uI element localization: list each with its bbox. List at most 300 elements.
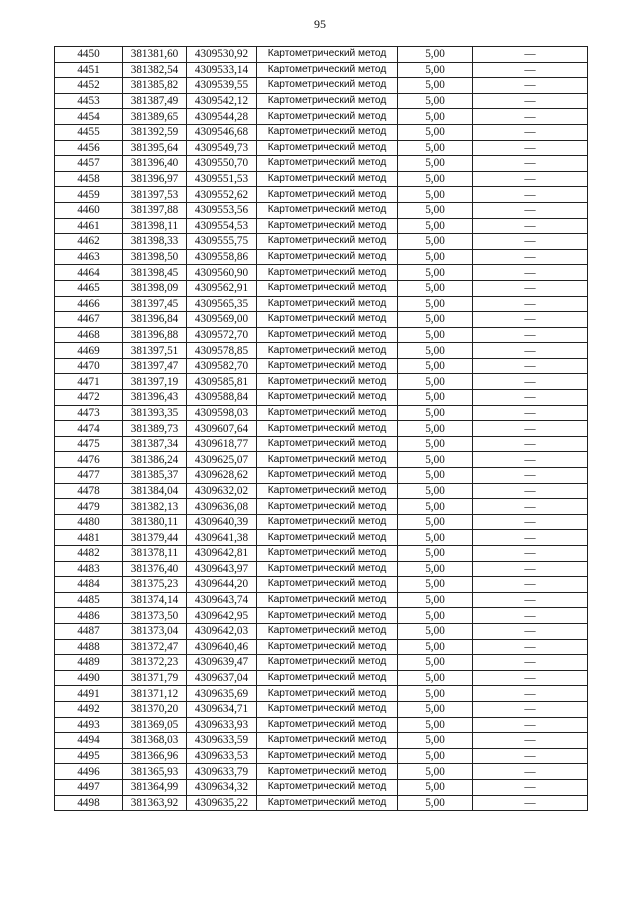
- description-cell: —: [473, 608, 588, 624]
- table-row: [55, 343, 588, 359]
- y-coordinate-cell: 4309565,35: [187, 296, 257, 312]
- accuracy-cell: 5,00: [398, 358, 473, 374]
- y-coordinate-cell: 4309533,14: [187, 62, 257, 78]
- x-coordinate-cell: 381398,50: [123, 249, 187, 265]
- table-row: [55, 530, 588, 546]
- y-coordinate-cell: 4309539,55: [187, 78, 257, 94]
- point-number-cell: 4457: [55, 156, 123, 172]
- accuracy-cell: 5,00: [398, 390, 473, 406]
- y-coordinate-cell: 4309569,00: [187, 312, 257, 328]
- method-cell: Картометрический метод: [257, 717, 398, 733]
- point-number-cell: 4455: [55, 124, 123, 140]
- table-row: [55, 47, 588, 63]
- y-coordinate-cell: 4309625,07: [187, 452, 257, 468]
- y-coordinate-cell: 4309634,32: [187, 779, 257, 795]
- method-cell: Картометрический метод: [257, 218, 398, 234]
- point-number-cell: 4461: [55, 218, 123, 234]
- y-coordinate-cell: 4309640,39: [187, 514, 257, 530]
- accuracy-cell: 5,00: [398, 764, 473, 780]
- method-cell: Картометрический метод: [257, 686, 398, 702]
- description-cell: —: [473, 421, 588, 437]
- accuracy-cell: 5,00: [398, 343, 473, 359]
- description-cell: —: [473, 234, 588, 250]
- description-cell: —: [473, 530, 588, 546]
- y-coordinate-cell: 4309560,90: [187, 265, 257, 281]
- x-coordinate-cell: 381396,88: [123, 327, 187, 343]
- x-coordinate-cell: 381371,12: [123, 686, 187, 702]
- description-cell: —: [473, 78, 588, 94]
- x-coordinate-cell: 381385,82: [123, 78, 187, 94]
- point-number-cell: 4470: [55, 358, 123, 374]
- point-number-cell: 4478: [55, 483, 123, 499]
- table-row: [55, 374, 588, 390]
- description-cell: —: [473, 779, 588, 795]
- accuracy-cell: 5,00: [398, 93, 473, 109]
- point-number-cell: 4465: [55, 280, 123, 296]
- y-coordinate-cell: 4309642,03: [187, 623, 257, 639]
- point-number-cell: 4480: [55, 514, 123, 530]
- method-cell: Картометрический метод: [257, 109, 398, 125]
- description-cell: —: [473, 764, 588, 780]
- description-cell: —: [473, 623, 588, 639]
- accuracy-cell: 5,00: [398, 405, 473, 421]
- x-coordinate-cell: 381398,09: [123, 280, 187, 296]
- x-coordinate-cell: 381370,20: [123, 701, 187, 717]
- method-cell: Картометрический метод: [257, 265, 398, 281]
- method-cell: Картометрический метод: [257, 546, 398, 562]
- point-number-cell: 4472: [55, 390, 123, 406]
- table-row: [55, 670, 588, 686]
- method-cell: Картометрический метод: [257, 436, 398, 452]
- point-number-cell: 4476: [55, 452, 123, 468]
- description-cell: —: [473, 280, 588, 296]
- method-cell: Картометрический метод: [257, 623, 398, 639]
- method-cell: Картометрический метод: [257, 140, 398, 156]
- table-row: [55, 686, 588, 702]
- x-coordinate-cell: 381363,92: [123, 795, 187, 811]
- point-number-cell: 4456: [55, 140, 123, 156]
- accuracy-cell: 5,00: [398, 748, 473, 764]
- point-number-cell: 4463: [55, 249, 123, 265]
- table-row: [55, 187, 588, 203]
- point-number-cell: 4479: [55, 499, 123, 515]
- description-cell: —: [473, 795, 588, 811]
- x-coordinate-cell: 381397,47: [123, 358, 187, 374]
- accuracy-cell: 5,00: [398, 109, 473, 125]
- description-cell: —: [473, 249, 588, 265]
- table-row: [55, 717, 588, 733]
- table-row: [55, 78, 588, 94]
- y-coordinate-cell: 4309639,47: [187, 655, 257, 671]
- table-row: [55, 514, 588, 530]
- description-cell: —: [473, 312, 588, 328]
- method-cell: Картометрический метод: [257, 421, 398, 437]
- table-row: [55, 124, 588, 140]
- accuracy-cell: 5,00: [398, 452, 473, 468]
- x-coordinate-cell: 381397,19: [123, 374, 187, 390]
- table-row: [55, 156, 588, 172]
- table-row: [55, 546, 588, 562]
- method-cell: Картометрический метод: [257, 530, 398, 546]
- point-number-cell: 4498: [55, 795, 123, 811]
- description-cell: —: [473, 748, 588, 764]
- accuracy-cell: 5,00: [398, 156, 473, 172]
- table-row: [55, 764, 588, 780]
- accuracy-cell: 5,00: [398, 717, 473, 733]
- accuracy-cell: 5,00: [398, 47, 473, 63]
- y-coordinate-cell: 4309554,53: [187, 218, 257, 234]
- x-coordinate-cell: 381397,53: [123, 187, 187, 203]
- x-coordinate-cell: 381384,04: [123, 483, 187, 499]
- method-cell: Картометрический метод: [257, 171, 398, 187]
- method-cell: Картометрический метод: [257, 655, 398, 671]
- y-coordinate-cell: 4309552,62: [187, 187, 257, 203]
- description-cell: —: [473, 592, 588, 608]
- accuracy-cell: 5,00: [398, 514, 473, 530]
- point-number-cell: 4462: [55, 234, 123, 250]
- point-number-cell: 4451: [55, 62, 123, 78]
- x-coordinate-cell: 381387,49: [123, 93, 187, 109]
- description-cell: —: [473, 187, 588, 203]
- description-cell: —: [473, 452, 588, 468]
- method-cell: Картометрический метод: [257, 483, 398, 499]
- method-cell: Картометрический метод: [257, 779, 398, 795]
- x-coordinate-cell: 381396,43: [123, 390, 187, 406]
- description-cell: —: [473, 670, 588, 686]
- point-number-cell: 4474: [55, 421, 123, 437]
- accuracy-cell: 5,00: [398, 421, 473, 437]
- method-cell: Картометрический метод: [257, 670, 398, 686]
- description-cell: —: [473, 265, 588, 281]
- table-row: [55, 748, 588, 764]
- point-number-cell: 4453: [55, 93, 123, 109]
- point-number-cell: 4488: [55, 639, 123, 655]
- table-row: [55, 499, 588, 515]
- table-row: [55, 623, 588, 639]
- table-row: [55, 218, 588, 234]
- table-row: [55, 421, 588, 437]
- accuracy-cell: 5,00: [398, 249, 473, 265]
- y-coordinate-cell: 4309530,92: [187, 47, 257, 63]
- description-cell: —: [473, 374, 588, 390]
- method-cell: Картометрический метод: [257, 62, 398, 78]
- method-cell: Картометрический метод: [257, 468, 398, 484]
- x-coordinate-cell: 381386,24: [123, 452, 187, 468]
- accuracy-cell: 5,00: [398, 779, 473, 795]
- x-coordinate-cell: 381395,64: [123, 140, 187, 156]
- point-number-cell: 4458: [55, 171, 123, 187]
- accuracy-cell: 5,00: [398, 202, 473, 218]
- description-cell: —: [473, 733, 588, 749]
- description-cell: —: [473, 717, 588, 733]
- accuracy-cell: 5,00: [398, 499, 473, 515]
- description-cell: —: [473, 390, 588, 406]
- table-row: [55, 405, 588, 421]
- method-cell: Картометрический метод: [257, 327, 398, 343]
- method-cell: Картометрический метод: [257, 202, 398, 218]
- point-number-cell: 4464: [55, 265, 123, 281]
- table-row: [55, 779, 588, 795]
- point-number-cell: 4486: [55, 608, 123, 624]
- y-coordinate-cell: 4309637,04: [187, 670, 257, 686]
- y-coordinate-cell: 4309582,70: [187, 358, 257, 374]
- x-coordinate-cell: 381365,93: [123, 764, 187, 780]
- coordinates-table-body: [55, 47, 588, 811]
- point-number-cell: 4467: [55, 312, 123, 328]
- x-coordinate-cell: 381396,84: [123, 312, 187, 328]
- table-row: [55, 483, 588, 499]
- description-cell: —: [473, 327, 588, 343]
- x-coordinate-cell: 381371,79: [123, 670, 187, 686]
- y-coordinate-cell: 4309641,38: [187, 530, 257, 546]
- accuracy-cell: 5,00: [398, 374, 473, 390]
- accuracy-cell: 5,00: [398, 670, 473, 686]
- point-number-cell: 4492: [55, 701, 123, 717]
- page-number: 95: [314, 17, 326, 31]
- x-coordinate-cell: 381398,11: [123, 218, 187, 234]
- description-cell: —: [473, 296, 588, 312]
- method-cell: Картометрический метод: [257, 358, 398, 374]
- description-cell: —: [473, 218, 588, 234]
- point-number-cell: 4473: [55, 405, 123, 421]
- accuracy-cell: 5,00: [398, 140, 473, 156]
- y-coordinate-cell: 4309553,56: [187, 202, 257, 218]
- y-coordinate-cell: 4309643,74: [187, 592, 257, 608]
- point-number-cell: 4452: [55, 78, 123, 94]
- accuracy-cell: 5,00: [398, 608, 473, 624]
- point-number-cell: 4469: [55, 343, 123, 359]
- table-row: [55, 390, 588, 406]
- accuracy-cell: 5,00: [398, 124, 473, 140]
- accuracy-cell: 5,00: [398, 733, 473, 749]
- accuracy-cell: 5,00: [398, 218, 473, 234]
- description-cell: —: [473, 171, 588, 187]
- y-coordinate-cell: 4309644,20: [187, 577, 257, 593]
- table-row: [55, 592, 588, 608]
- method-cell: Картометрический метод: [257, 156, 398, 172]
- point-number-cell: 4491: [55, 686, 123, 702]
- accuracy-cell: 5,00: [398, 280, 473, 296]
- y-coordinate-cell: 4309642,81: [187, 546, 257, 562]
- x-coordinate-cell: 381372,23: [123, 655, 187, 671]
- y-coordinate-cell: 4309640,46: [187, 639, 257, 655]
- point-number-cell: 4495: [55, 748, 123, 764]
- accuracy-cell: 5,00: [398, 530, 473, 546]
- x-coordinate-cell: 381397,88: [123, 202, 187, 218]
- y-coordinate-cell: 4309555,75: [187, 234, 257, 250]
- description-cell: —: [473, 109, 588, 125]
- table-row: [55, 655, 588, 671]
- accuracy-cell: 5,00: [398, 655, 473, 671]
- x-coordinate-cell: 381389,65: [123, 109, 187, 125]
- x-coordinate-cell: 381364,99: [123, 779, 187, 795]
- method-cell: Картометрический метод: [257, 608, 398, 624]
- table-row: [55, 468, 588, 484]
- x-coordinate-cell: 381396,40: [123, 156, 187, 172]
- description-cell: —: [473, 405, 588, 421]
- description-cell: —: [473, 655, 588, 671]
- x-coordinate-cell: 381382,13: [123, 499, 187, 515]
- y-coordinate-cell: 4309546,68: [187, 124, 257, 140]
- x-coordinate-cell: 381385,37: [123, 468, 187, 484]
- y-coordinate-cell: 4309572,70: [187, 327, 257, 343]
- method-cell: Картометрический метод: [257, 249, 398, 265]
- y-coordinate-cell: 4309635,69: [187, 686, 257, 702]
- y-coordinate-cell: 4309542,12: [187, 93, 257, 109]
- y-coordinate-cell: 4309588,84: [187, 390, 257, 406]
- method-cell: Картометрический метод: [257, 577, 398, 593]
- x-coordinate-cell: 381378,11: [123, 546, 187, 562]
- x-coordinate-cell: 381368,03: [123, 733, 187, 749]
- x-coordinate-cell: 381369,05: [123, 717, 187, 733]
- description-cell: —: [473, 468, 588, 484]
- x-coordinate-cell: 381392,59: [123, 124, 187, 140]
- description-cell: —: [473, 47, 588, 63]
- table-row: [55, 577, 588, 593]
- point-number-cell: 4496: [55, 764, 123, 780]
- table-row: [55, 62, 588, 78]
- description-cell: —: [473, 202, 588, 218]
- x-coordinate-cell: 381372,47: [123, 639, 187, 655]
- coordinates-table: [54, 46, 588, 811]
- method-cell: Картометрический метод: [257, 280, 398, 296]
- point-number-cell: 4489: [55, 655, 123, 671]
- accuracy-cell: 5,00: [398, 468, 473, 484]
- point-number-cell: 4483: [55, 561, 123, 577]
- accuracy-cell: 5,00: [398, 436, 473, 452]
- method-cell: Картометрический метод: [257, 561, 398, 577]
- method-cell: Картометрический метод: [257, 47, 398, 63]
- table-row: [55, 109, 588, 125]
- description-cell: —: [473, 156, 588, 172]
- table-row: [55, 436, 588, 452]
- x-coordinate-cell: 381397,51: [123, 343, 187, 359]
- method-cell: Картометрический метод: [257, 514, 398, 530]
- accuracy-cell: 5,00: [398, 327, 473, 343]
- accuracy-cell: 5,00: [398, 171, 473, 187]
- point-number-cell: 4471: [55, 374, 123, 390]
- point-number-cell: 4475: [55, 436, 123, 452]
- y-coordinate-cell: 4309632,02: [187, 483, 257, 499]
- method-cell: Картометрический метод: [257, 795, 398, 811]
- description-cell: —: [473, 358, 588, 374]
- point-number-cell: 4497: [55, 779, 123, 795]
- description-cell: —: [473, 93, 588, 109]
- method-cell: Картометрический метод: [257, 390, 398, 406]
- table-row: [55, 202, 588, 218]
- method-cell: Картометрический метод: [257, 312, 398, 328]
- accuracy-cell: 5,00: [398, 686, 473, 702]
- point-number-cell: 4477: [55, 468, 123, 484]
- description-cell: —: [473, 639, 588, 655]
- x-coordinate-cell: 381393,35: [123, 405, 187, 421]
- x-coordinate-cell: 381387,34: [123, 436, 187, 452]
- description-cell: —: [473, 686, 588, 702]
- y-coordinate-cell: 4309578,85: [187, 343, 257, 359]
- description-cell: —: [473, 499, 588, 515]
- table-row: [55, 358, 588, 374]
- description-cell: —: [473, 483, 588, 499]
- accuracy-cell: 5,00: [398, 546, 473, 562]
- y-coordinate-cell: 4309618,77: [187, 436, 257, 452]
- description-cell: —: [473, 701, 588, 717]
- y-coordinate-cell: 4309558,86: [187, 249, 257, 265]
- point-number-cell: 4493: [55, 717, 123, 733]
- x-coordinate-cell: 381374,14: [123, 592, 187, 608]
- x-coordinate-cell: 381373,50: [123, 608, 187, 624]
- method-cell: Картометрический метод: [257, 748, 398, 764]
- point-number-cell: 4490: [55, 670, 123, 686]
- table-row: [55, 452, 588, 468]
- description-cell: —: [473, 561, 588, 577]
- accuracy-cell: 5,00: [398, 577, 473, 593]
- x-coordinate-cell: 381398,45: [123, 265, 187, 281]
- y-coordinate-cell: 4309607,64: [187, 421, 257, 437]
- method-cell: Картометрический метод: [257, 187, 398, 203]
- y-coordinate-cell: 4309598,03: [187, 405, 257, 421]
- x-coordinate-cell: 381379,44: [123, 530, 187, 546]
- table-row: [55, 795, 588, 811]
- accuracy-cell: 5,00: [398, 623, 473, 639]
- description-cell: —: [473, 124, 588, 140]
- y-coordinate-cell: 4309633,53: [187, 748, 257, 764]
- accuracy-cell: 5,00: [398, 312, 473, 328]
- method-cell: Картометрический метод: [257, 701, 398, 717]
- accuracy-cell: 5,00: [398, 78, 473, 94]
- point-number-cell: 4485: [55, 592, 123, 608]
- table-row: [55, 327, 588, 343]
- table-row: [55, 93, 588, 109]
- table-row: [55, 733, 588, 749]
- x-coordinate-cell: 381380,11: [123, 514, 187, 530]
- description-cell: —: [473, 62, 588, 78]
- point-number-cell: 4454: [55, 109, 123, 125]
- y-coordinate-cell: 4309636,08: [187, 499, 257, 515]
- y-coordinate-cell: 4309633,59: [187, 733, 257, 749]
- description-cell: —: [473, 343, 588, 359]
- accuracy-cell: 5,00: [398, 483, 473, 499]
- y-coordinate-cell: 4309642,95: [187, 608, 257, 624]
- method-cell: Картометрический метод: [257, 452, 398, 468]
- point-number-cell: 4450: [55, 47, 123, 63]
- x-coordinate-cell: 381397,45: [123, 296, 187, 312]
- y-coordinate-cell: 4309562,91: [187, 280, 257, 296]
- y-coordinate-cell: 4309635,22: [187, 795, 257, 811]
- point-number-cell: 4460: [55, 202, 123, 218]
- x-coordinate-cell: 381376,40: [123, 561, 187, 577]
- method-cell: Картометрический метод: [257, 374, 398, 390]
- point-number-cell: 4481: [55, 530, 123, 546]
- accuracy-cell: 5,00: [398, 62, 473, 78]
- method-cell: Картометрический метод: [257, 124, 398, 140]
- accuracy-cell: 5,00: [398, 639, 473, 655]
- accuracy-cell: 5,00: [398, 592, 473, 608]
- accuracy-cell: 5,00: [398, 265, 473, 281]
- point-number-cell: 4466: [55, 296, 123, 312]
- description-cell: —: [473, 140, 588, 156]
- table-row: [55, 280, 588, 296]
- table-row: [55, 265, 588, 281]
- accuracy-cell: 5,00: [398, 561, 473, 577]
- point-number-cell: 4459: [55, 187, 123, 203]
- accuracy-cell: 5,00: [398, 795, 473, 811]
- method-cell: Картометрический метод: [257, 296, 398, 312]
- y-coordinate-cell: 4309544,28: [187, 109, 257, 125]
- method-cell: Картометрический метод: [257, 639, 398, 655]
- point-number-cell: 4468: [55, 327, 123, 343]
- x-coordinate-cell: 381381,60: [123, 47, 187, 63]
- point-number-cell: 4494: [55, 733, 123, 749]
